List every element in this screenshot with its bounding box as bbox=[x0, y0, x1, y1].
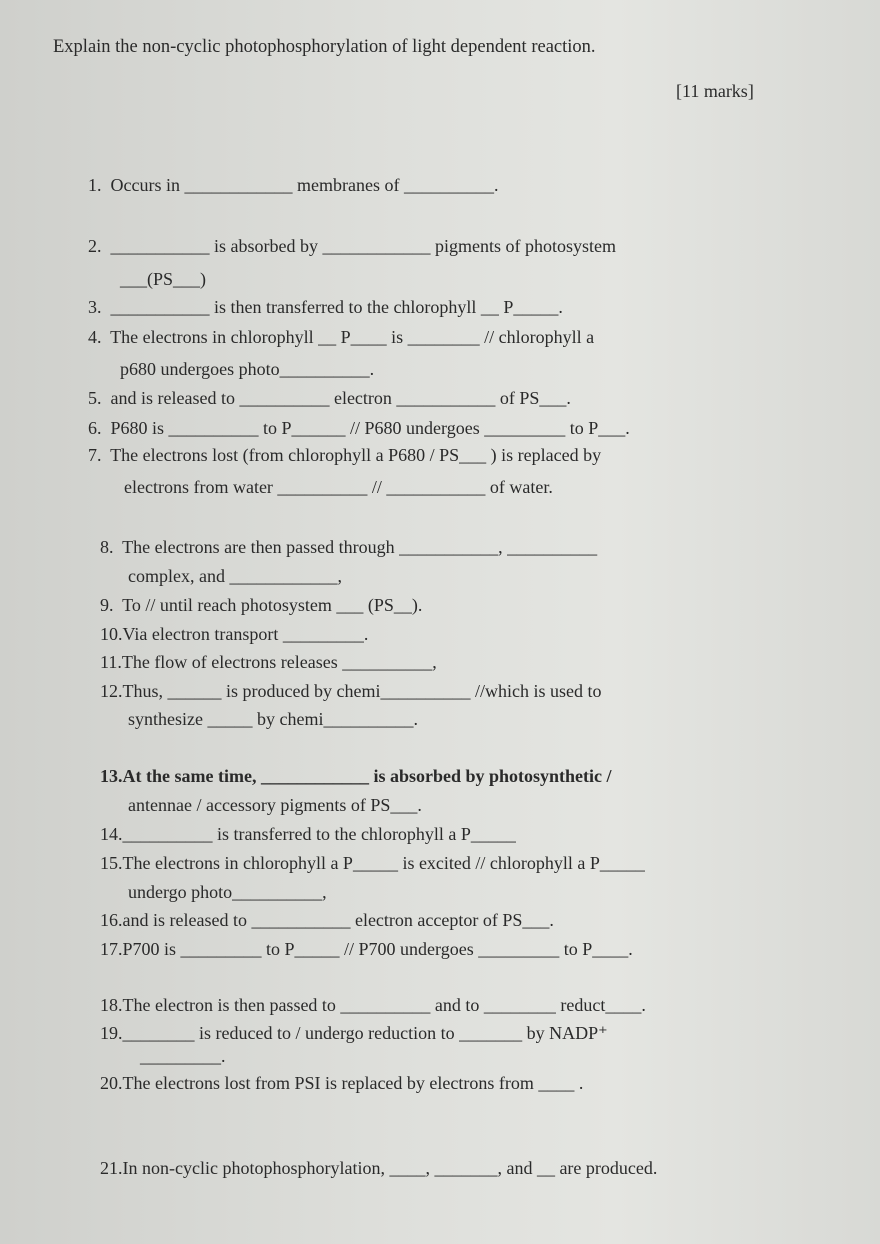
item-11: 11.The flow of electrons releases __________, bbox=[100, 652, 437, 672]
item-13: 13.At the same time, ____________ is absorbed by photosynthetic / bbox=[100, 766, 612, 786]
item-14: 14.__________ is transferred to the chlorophyll a P_____ bbox=[100, 824, 516, 844]
item-19-continued: _________. bbox=[140, 1046, 226, 1066]
item-8-continued: complex, and ____________, bbox=[128, 566, 342, 586]
item-8: 8. The electrons are then passed through ___________, __________ bbox=[100, 537, 598, 557]
item-13-continued: antennae / accessory pigments of PS___. bbox=[128, 795, 422, 815]
item-1: 1. Occurs in ____________ membranes of __________. bbox=[88, 175, 499, 195]
item-5: 5. and is released to __________ electron ___________ of PS___. bbox=[88, 388, 571, 408]
item-19: 19.________ is reduced to / undergo reduction to _______ by NADP⁺ bbox=[100, 1023, 608, 1043]
question-title: Explain the non-cyclic photophosphorylation of light dependent reaction. bbox=[53, 37, 596, 57]
item-4-continued: p680 undergoes photo__________. bbox=[120, 359, 375, 379]
item-3: 3. ___________ is then transferred to the chlorophyll __ P_____. bbox=[88, 297, 563, 317]
item-12-continued: synthesize _____ by chemi__________. bbox=[128, 709, 418, 729]
item-21: 21.In non-cyclic photophosphorylation, ____, _______, and __ are produced. bbox=[100, 1158, 658, 1178]
item-15-continued: undergo photo__________, bbox=[128, 882, 327, 902]
item-2-continued: ___(PS___) bbox=[120, 269, 207, 289]
item-9: 9. To // until reach photosystem ___ (PS__). bbox=[100, 595, 423, 615]
item-10: 10.Via electron transport _________. bbox=[100, 624, 369, 644]
item-12: 12.Thus, ______ is produced by chemi__________ //which is used to bbox=[100, 681, 602, 701]
item-7-continued: electrons from water __________ // ___________ of water. bbox=[124, 477, 553, 497]
item-7: 7. The electrons lost (from chlorophyll a P680 / PS___ ) is replaced by bbox=[88, 445, 602, 465]
item-15: 15.The electrons in chlorophyll a P_____ is excited // chlorophyll a P_____ bbox=[100, 853, 645, 873]
item-20: 20.The electrons lost from PSI is replaced by electrons from ____ . bbox=[100, 1073, 584, 1093]
item-4: 4. The electrons in chlorophyll __ P____ is ________ // chlorophyll a bbox=[88, 327, 595, 347]
item-16: 16.and is released to ___________ electron acceptor of PS___. bbox=[100, 910, 554, 930]
item-17: 17.P700 is _________ to P_____ // P700 undergoes _________ to P____. bbox=[100, 939, 633, 959]
item-18: 18.The electron is then passed to __________ and to ________ reduct____. bbox=[100, 995, 646, 1015]
item-2: 2. ___________ is absorbed by ____________ pigments of photosystem bbox=[88, 236, 616, 256]
item-6: 6. P680 is __________ to P______ // P680 undergoes _________ to P___. bbox=[88, 418, 630, 438]
marks-label: [11 marks] bbox=[676, 81, 754, 101]
